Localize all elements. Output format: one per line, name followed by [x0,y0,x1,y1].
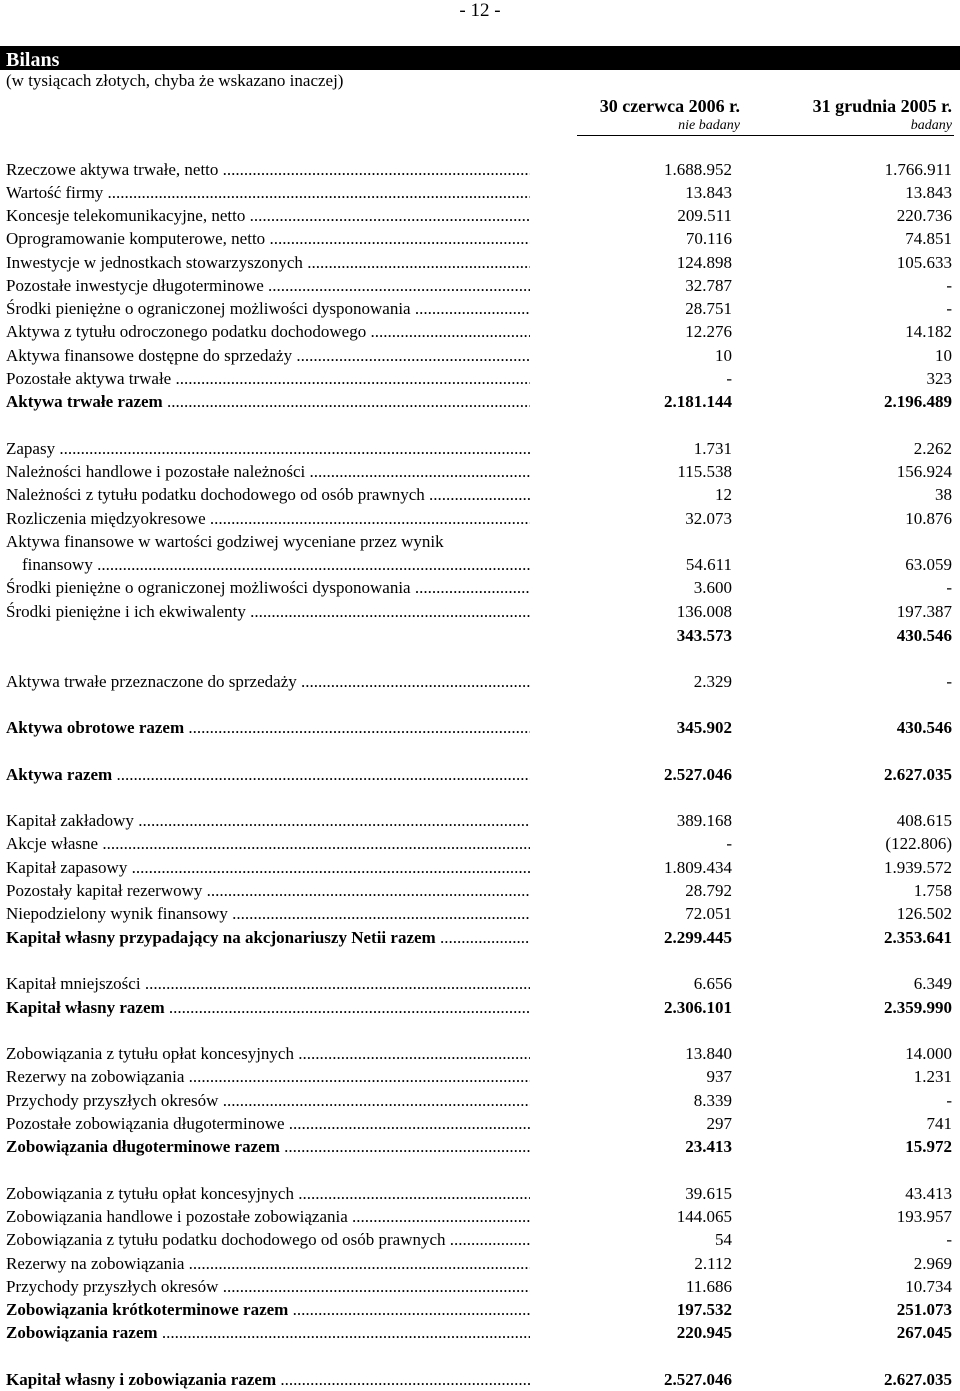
value-2006: 2.527.046 [664,765,732,784]
value-2005: 430.546 [896,626,952,645]
value-2006: 54.611 [685,555,732,574]
value-2005: 10.734 [905,1277,952,1296]
table-row [0,1299,960,1321]
table-row [0,810,960,832]
value-2006: 32.073 [685,509,732,528]
row-label: Koncesje telekomunikacyjne, netto ..... [6,205,530,227]
table-row [0,1369,960,1391]
value-2005: 2.353.641 [884,928,952,947]
value-2006: 13.840 [685,1044,732,1063]
table-row [0,577,960,599]
table-row [0,345,960,367]
table-row [0,1113,960,1135]
value-2006: 2.299.445 [664,928,732,947]
table-row [0,625,960,647]
row-label: Pozostałe zobowiązania długoterminowe ..... [6,1113,530,1135]
table-row [0,321,960,343]
table-row [0,764,960,786]
value-2006: 13.843 [685,183,732,202]
column-header-2005: 31 grudnia 2005 r. [812,96,952,116]
value-2006: 2.527.046 [664,1370,732,1389]
row-label: Rezerwy na zobowiązania ..... [6,1066,530,1088]
table-row [0,554,960,576]
value-2006: 937 [706,1067,732,1086]
value-2005: 14.182 [905,322,952,341]
value-2006: 8.339 [693,1091,732,1110]
value-2006: - [726,369,732,388]
row-label: Środki pieniężne o ograniczonej możliwości dysponowania ..... [6,298,530,320]
value-2006: 345.902 [676,718,732,737]
table-row [0,601,960,623]
row-label: Aktywa finansowe dostępne do sprzedaży ..... [6,345,530,367]
value-2005: (122.806) [885,834,952,853]
value-2006: 124.898 [676,253,732,272]
row-label: Środki pieniężne i ich ekwiwalenty ..... [6,601,530,623]
table-row [0,903,960,925]
value-2006: 3.600 [693,578,732,597]
row-label: Pozostały kapitał rezerwowy ..... [6,880,530,902]
table-row [0,531,960,553]
value-2005: 251.073 [896,1300,952,1319]
value-2005: 156.924 [896,462,952,481]
table-row [0,461,960,483]
value-2005: 15.972 [905,1137,952,1156]
value-2005: 741 [926,1114,952,1133]
table-row [0,1183,960,1205]
row-label: Aktywa finansowe w wartości godziwej wyceniane przez wynik [6,532,444,551]
table-row [0,671,960,693]
row-label: Kapitał mniejszości ..... [6,973,530,995]
value-2005: - [946,1230,952,1249]
value-2005: 74.851 [905,229,952,248]
page-number: - 12 - [459,0,501,21]
value-2006: 23.413 [685,1137,732,1156]
value-2006: 1.731 [693,439,732,458]
table-row [0,1229,960,1251]
value-2005: 10.876 [905,509,952,528]
value-2006: 70.116 [685,229,732,248]
value-2005: 267.045 [896,1323,952,1342]
value-2005: 13.843 [905,183,952,202]
row-label: Zobowiązania długoterminowe razem ..... [6,1136,530,1158]
row-label: Rezerwy na zobowiązania ..... [6,1253,530,1275]
table-row [0,205,960,227]
row-label: Środki pieniężne o ograniczonej możliwości dysponowania ..... [6,577,530,599]
table-row [0,1136,960,1158]
value-2006: 2.181.144 [664,392,732,411]
table-row [0,275,960,297]
value-2006: 1.809.434 [664,858,732,877]
value-2006: 144.065 [676,1207,732,1226]
header-rule [577,135,954,136]
value-2005: - [946,672,952,691]
row-label: Aktywa obrotowe razem ..... [6,717,530,739]
row-label: Zobowiązania razem ..... [6,1322,530,1344]
table-row [0,484,960,506]
value-2006: 10 [715,346,732,365]
value-2005: - [946,1091,952,1110]
table-row [0,973,960,995]
table-row [0,298,960,320]
table-row [0,368,960,390]
value-2005: 10 [935,346,952,365]
row-label: Zobowiązania handlowe i pozostałe zobowiązania ..... [6,1206,530,1228]
page-subtitle: (w tysiącach złotych, chyba że wskazano inaczej) [6,71,344,90]
value-2005: 2.196.489 [884,392,952,411]
page-title: Bilans [6,49,60,71]
row-label: Zobowiązania z tytułu opłat koncesyjnych ..... [6,1183,530,1205]
value-2005: 63.059 [905,555,952,574]
table-row [0,508,960,530]
title-bar [0,46,960,70]
row-label: Aktywa trwałe przeznaczone do sprzedaży ..... [6,671,530,693]
table-row [0,1043,960,1065]
row-label: Oprogramowanie komputerowe, netto ..... [6,228,530,250]
table-row [0,438,960,460]
value-2006: 12 [715,485,732,504]
value-2006: 28.751 [685,299,732,318]
value-2005: 2.262 [913,439,952,458]
value-2006: - [726,834,732,853]
table-row [0,252,960,274]
row-label: Przychody przyszłych okresów ..... [6,1090,530,1112]
value-2005: 38 [935,485,952,504]
value-2006: 39.615 [685,1184,732,1203]
table-row [0,833,960,855]
value-2005: 2.359.990 [884,998,952,1017]
value-2006: 2.329 [693,672,732,691]
value-2006: 115.538 [677,462,732,481]
value-2006: 343.573 [676,626,732,645]
column-note-2006: nie badany [678,118,740,133]
value-2006: 297 [706,1114,732,1133]
table-row [0,228,960,250]
value-2006: 2.112 [694,1254,732,1273]
value-2005: - [946,299,952,318]
row-label: Zobowiązania z tytułu podatku dochodowego od osób prawnych ..... [6,1229,530,1251]
row-label: Zobowiązania z tytułu opłat koncesyjnych ..... [6,1043,530,1065]
value-2006: 220.945 [676,1323,732,1342]
table-row [0,1276,960,1298]
row-label: Przychody przyszłych okresów ..... [6,1276,530,1298]
table-row [0,1090,960,1112]
table-row [0,997,960,1019]
row-label: Kapitał własny razem ..... [6,997,530,1019]
row-label: Zobowiązania krótkoterminowe razem ..... [6,1299,530,1321]
row-label: Rzeczowe aktywa trwałe, netto ..... [6,159,530,181]
table-row [0,391,960,413]
row-label: Inwestycje w jednostkach stowarzyszonych ..... [6,252,530,274]
value-2006: 1.688.952 [664,160,732,179]
value-2006: 136.008 [676,602,732,621]
row-label: Kapitał własny przypadający na akcjonariuszy Netii razem ..... [6,927,530,949]
row-label: Pozostałe aktywa trwałe ..... [6,368,530,390]
column-note-2005: badany [910,118,952,133]
value-2005: 408.615 [896,811,952,830]
row-label: Rozliczenia międzyokresowe ..... [6,508,530,530]
value-2005: 14.000 [905,1044,952,1063]
value-2005: 2.627.035 [884,765,952,784]
row-label: Aktywa razem ..... [6,764,530,786]
row-label: Należności handlowe i pozostałe należności ..... [6,461,530,483]
table-row [0,717,960,739]
value-2006: 209.511 [677,206,732,225]
value-2006: 12.276 [685,322,732,341]
value-2005: 220.736 [896,206,952,225]
row-label: Kapitał zapasowy ..... [6,857,530,879]
value-2005: 197.387 [896,602,952,621]
value-2005: 126.502 [896,904,952,923]
value-2005: 323 [926,369,952,388]
table-row [0,1206,960,1228]
row-label: Należności z tytułu podatku dochodowego od osób prawnych ..... [6,484,530,506]
value-2006: 197.532 [676,1300,732,1319]
row-label: finansowy ..... [22,554,530,576]
row-label: Aktywa z tytułu odroczonego podatku dochodowego ..... [6,321,530,343]
table-row [0,1253,960,1275]
value-2005: 2.627.035 [884,1370,952,1389]
value-2006: 11.686 [685,1277,732,1296]
value-2006: 6.656 [693,974,732,993]
value-2006: 32.787 [685,276,732,295]
value-2005: 1.939.572 [884,858,952,877]
row-label: Pozostałe inwestycje długoterminowe ..... [6,275,530,297]
value-2005: 193.957 [896,1207,952,1226]
value-2005: 43.413 [905,1184,952,1203]
row-label: Aktywa trwałe razem ..... [6,391,530,413]
row-label: Kapitał własny i zobowiązania razem ..... [6,1369,530,1391]
row-label: Wartość firmy ..... [6,182,530,204]
row-label: Kapitał zakładowy ..... [6,810,530,832]
table-row [0,1066,960,1088]
value-2005: 1.766.911 [884,160,952,179]
table-row [0,182,960,204]
row-label: Akcje własne ..... [6,833,530,855]
value-2006: 72.051 [685,904,732,923]
row-label: Niepodzielony wynik finansowy ..... [6,903,530,925]
value-2006: 389.168 [676,811,732,830]
column-header-2006: 30 czerwca 2006 r. [599,96,740,116]
table-row [0,880,960,902]
value-2006: 2.306.101 [664,998,732,1017]
table-row [0,927,960,949]
value-2005: 1.758 [913,881,952,900]
table-row [0,159,960,181]
value-2005: 430.546 [896,718,952,737]
row-label: Zapasy ..... [6,438,530,460]
value-2005: 6.349 [913,974,952,993]
table-row [0,1322,960,1344]
value-2006: 28.792 [685,881,732,900]
value-2005: 2.969 [913,1254,952,1273]
value-2006: 54 [715,1230,732,1249]
value-2005: 1.231 [913,1067,952,1086]
value-2005: - [946,578,952,597]
value-2005: 105.633 [896,253,952,272]
table-row [0,857,960,879]
value-2005: - [946,276,952,295]
